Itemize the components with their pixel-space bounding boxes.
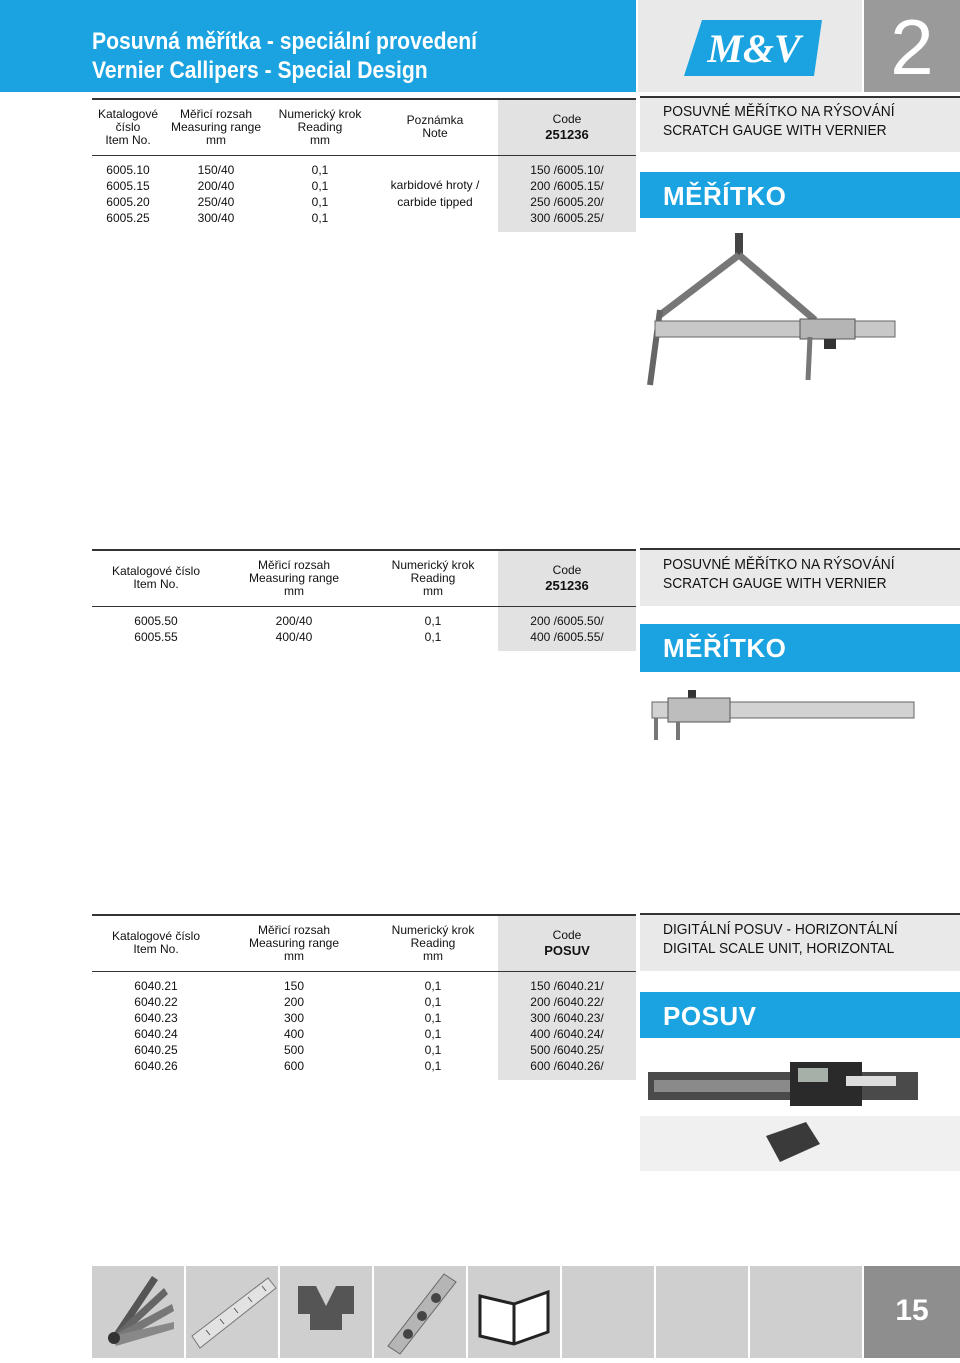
col-item: Katalogové číslo Item No. (92, 99, 164, 155)
table-row: 6040.26 600 0,1 600 /6040.26/ (92, 1058, 636, 1074)
table-row: 6040.23 300 0,1 300 /6040.23/ (92, 1010, 636, 1026)
chapter-number-box (864, 0, 960, 92)
footer-tile (280, 1266, 372, 1358)
table-row: 6005.55 400/40 0,1 400 /6005.55/ (92, 629, 636, 645)
feeler-gauge-icon (92, 1266, 184, 1358)
col-reading: Numerický krok Reading mm (368, 550, 498, 606)
col-code: Code 251236 (498, 550, 636, 606)
table-row: 6040.25 500 0,1 500 /6040.25/ (92, 1042, 636, 1058)
footer-tile (468, 1266, 560, 1358)
slotted-bar-icon (374, 1266, 466, 1358)
page-title-en: Vernier Callipers - Special Design (92, 57, 428, 84)
col-range: Měřicí rozsah Measuring range mm (220, 915, 368, 971)
logo-area (638, 0, 862, 92)
table-row: 6005.15 200/40 0,1 200 /6005.15/ (92, 178, 636, 194)
footer-tile (656, 1266, 748, 1358)
col-item: Katalogové číslo Item No. (92, 550, 220, 606)
spec-table-3 (92, 914, 636, 1080)
table-row: 6005.20 250/40 0,1 250 /6005.20/ (92, 194, 636, 210)
vee-block-icon (280, 1266, 372, 1358)
table-row: 6005.10 150/40 0,1 karbidové hroty / carbide tipped 150 /6005.10/ (92, 162, 636, 178)
footer-tile (374, 1266, 466, 1358)
table-row: 6005.25 300/40 0,1 300 /6005.25/ (92, 210, 636, 226)
col-item: Katalogové číslo Item No. (92, 915, 220, 971)
note-cell: karbidové hroty / carbide tipped (390, 177, 480, 209)
category-band-3: POSUV (640, 992, 960, 1038)
product-title-3: DIGITÁLNÍ POSUV - HORIZONTÁLNÍ DIGITAL SCALE UNIT, HORIZONTAL (640, 913, 960, 971)
page-number: 15 (895, 1294, 929, 1327)
footer-tile (186, 1266, 278, 1358)
mv-logo-icon (638, 0, 862, 92)
vernier-gauge-image (640, 688, 960, 748)
table-row: 6040.21 150 0,1 150 /6040.21/ (92, 978, 636, 994)
table-row: 6040.22 200 0,1 200 /6040.22/ (92, 994, 636, 1010)
col-range: Měřicí rozsah Measuring range mm (164, 99, 268, 155)
scratch-gauge-image (640, 225, 960, 390)
page-number-box (864, 1266, 960, 1358)
table-row: 6040.24 400 0,1 400 /6040.24/ (92, 1026, 636, 1042)
logo-text: M&V (707, 26, 801, 71)
product-title-1: POSUVNÉ MĚŘÍTKO NA RÝSOVÁNÍ SCRATCH GAUGE WITH VERNIER (640, 96, 960, 152)
product-title-2: POSUVNÉ MĚŘÍTKO NA RÝSOVÁNÍ SCRATCH GAUGE WITH VERNIER (640, 548, 960, 606)
col-reading: Numerický krok Reading mm (268, 99, 372, 155)
spec-table-1 (92, 98, 636, 232)
open-book-icon (468, 1266, 560, 1358)
spec-table-2 (92, 549, 636, 651)
category-band-1: MĚŘÍTKO (640, 172, 960, 218)
page-header (0, 0, 636, 92)
digital-scale-image (640, 1058, 960, 1173)
footer-tile (750, 1266, 862, 1358)
chapter-number: 2 (890, 3, 934, 91)
category-band-2: MĚŘÍTKO (640, 624, 960, 672)
col-code: Code 251236 (498, 99, 636, 155)
footer-tile (92, 1266, 184, 1358)
col-note: Poznámka Note (372, 99, 498, 155)
ruler-icon (186, 1266, 278, 1358)
table-row: 6005.50 200/40 0,1 200 /6005.50/ (92, 613, 636, 629)
page-title-cz: Posuvná měřítka - speciální provedení (92, 28, 477, 55)
col-range: Měřicí rozsah Measuring range mm (220, 550, 368, 606)
col-reading: Numerický krok Reading mm (368, 915, 498, 971)
col-code: Code POSUV (498, 915, 636, 971)
footer-tile (562, 1266, 654, 1358)
